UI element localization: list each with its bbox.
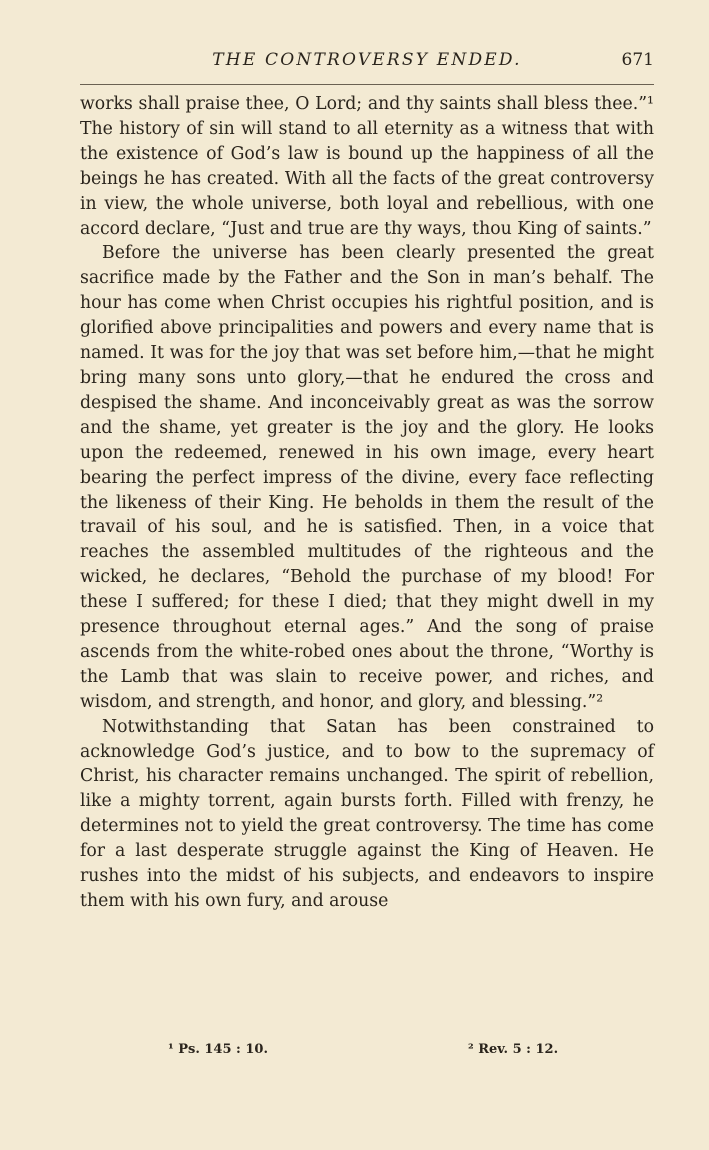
paragraph: Notwithstanding that Satan has been constrained to acknowledge God’s justice, and to bow to the supremacy of Christ, his character remains unchanged. The spirit of rebellion, like a mighty torrent, again bursts forth. Filled with frenzy, he determines not to yield the great controversy. The time has come for a last desperate struggle against the King of Heaven. He rushes into the midst of his subjects, and endeavors to inspire them with his own fury, and arouse [80,716,654,911]
running-title: THE CONTROVERSY ENDED. [212,50,522,70]
page-number: 671 [621,50,654,70]
footnotes [80,1042,654,1066]
running-head [80,50,654,78]
paragraph: Before the universe has been clearly presented the great sacrifice made by the Father and the Son in man’s behalf. The hour has come when Christ occupies his rightful position, and is glorified above principalities and powers and every name that is named. It was for the joy that was set before him,—that he might bring many sons unto glory,—that he endured the cross and despised the shame. And inconceivably great as was the sorrow and the shame, yet greater is the joy and the glory. He looks upon the redeemed, renewed in his own image, every heart bearing the perfect impress of the divine, every face reflecting the likeness of their King. He beholds in them the result of the travail of his soul, and he is satisfied. Then, in a voice that reaches the assembled multitudes of the righteous and the wicked, he declares, “Behold the purchase of my blood! For these I suffered; for these I died; that they might dwell in my presence throughout eternal ages.” And the song of praise ascends from the white-robed ones about the throne, “Worthy is the Lamb that was slain to receive power, and riches, and wisdom, and strength, and honor, and glory, and blessing.”² [80,243,654,712]
paragraph-continued: works shall praise thee, O Lord; and thy saints shall bless thee.”¹ The history of sin will stand to all eternity as a witness that with the existence of God’s law is bound up the happiness of all the beings he has created. With all the facts of the great controversy in view, the whole universe, both loyal and rebellious, with one accord declare, “Just and true are thy ways, thou King of saints.” [80,94,654,239]
footnote: ¹ Ps. 145 : 10. [168,1042,268,1057]
body-text [80,92,654,914]
header-rule [80,84,654,85]
footnote: ² Rev. 5 : 12. [468,1042,559,1057]
